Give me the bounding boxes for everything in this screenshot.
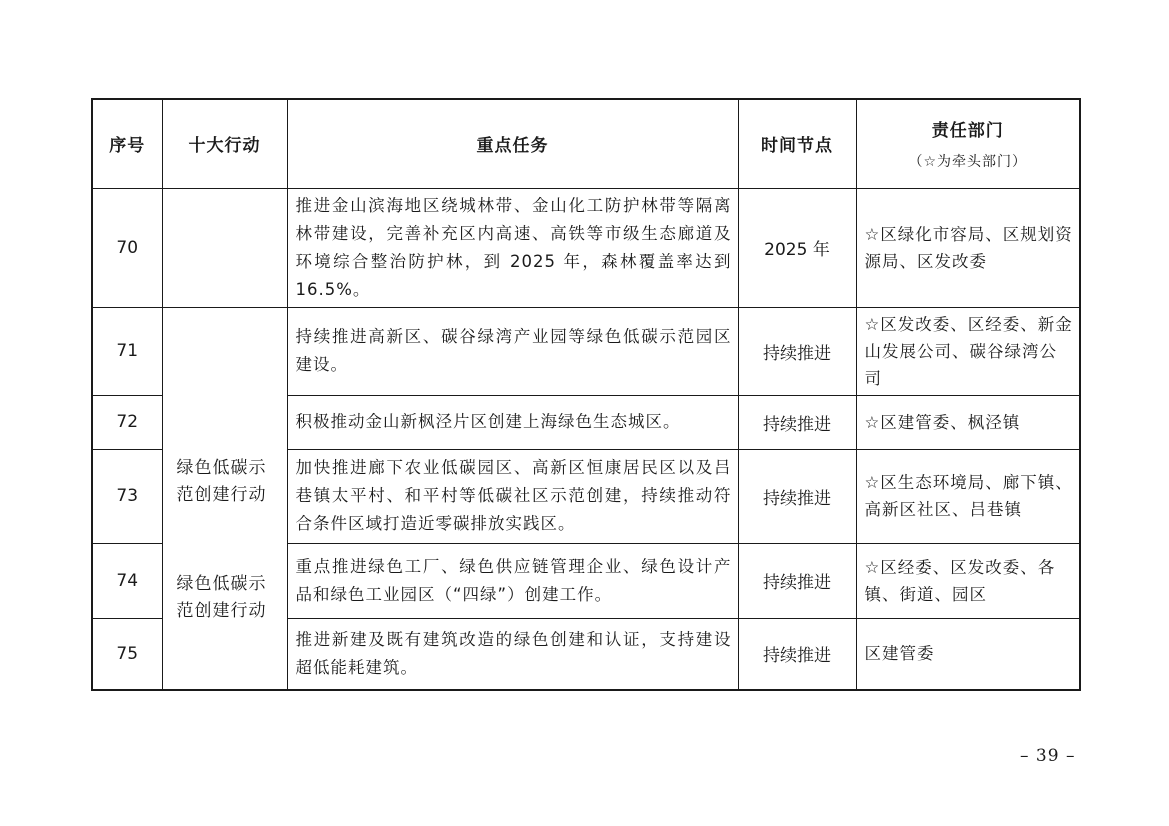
table-header-row: [92, 99, 1080, 188]
row-time: 持续推进: [738, 307, 856, 395]
action-group-label-2: 绿色低碳示范创建行动: [176, 574, 267, 621]
row-num: 71: [92, 307, 162, 395]
row-task: 积极推动金山新枫泾片区创建上海绿色生态城区。: [287, 395, 738, 449]
table-row: [92, 188, 1080, 307]
row-time: 持续推进: [738, 618, 856, 690]
row-task: 持续推进高新区、碳谷绿湾产业园等绿色低碳示范园区建设。: [287, 307, 738, 395]
row-time: 持续推进: [738, 449, 856, 543]
row-dept: ☆区生态环境局、廊下镇、高新区社区、吕巷镇: [856, 449, 1080, 543]
header-num: 序号: [92, 99, 162, 188]
row-num: 75: [92, 618, 162, 690]
header-dept-title: 责任部门: [931, 121, 1004, 142]
table-row: [92, 307, 1080, 395]
row-num: 73: [92, 449, 162, 543]
action-group-cell-2: [162, 543, 287, 690]
row-num: 74: [92, 543, 162, 618]
action-group-cell-1: [162, 307, 287, 543]
row-time: 持续推进: [738, 395, 856, 449]
row-dept: ☆区经委、区发改委、各镇、街道、园区: [856, 543, 1080, 618]
task-table: [91, 98, 1081, 691]
row-task: 加快推进廊下农业低碳园区、高新区恒康居民区以及吕巷镇太平村、和平村等低碳社区示范创建，持续推动符合条件区域打造近零碳排放实践区。: [287, 449, 738, 543]
header-dept: [856, 99, 1080, 188]
page-number: – 39 –: [1020, 746, 1076, 766]
header-action: 十大行动: [162, 99, 287, 188]
row-dept: ☆区发改委、区经委、新金山发展公司、碳谷绿湾公司: [856, 307, 1080, 395]
row-dept: ☆区绿化市容局、区规划资源局、区发改委: [856, 188, 1080, 307]
row-dept: ☆区建管委、枫泾镇: [856, 395, 1080, 449]
header-time: 时间节点: [738, 99, 856, 188]
row-num: 72: [92, 395, 162, 449]
header-dept-note: （☆为牵头部门）: [908, 154, 1028, 171]
row-task: 重点推进绿色工厂、绿色供应链管理企业、绿色设计产品和绿色工业园区（“四绿”）创建工作。: [287, 543, 738, 618]
row-task: 推进新建及既有建筑改造的绿色创建和认证，支持建设超低能耗建筑。: [287, 618, 738, 690]
header-task: 重点任务: [287, 99, 738, 188]
row-time: 2025 年: [738, 188, 856, 307]
row-time: 持续推进: [738, 543, 856, 618]
row-dept: 区建管委: [856, 618, 1080, 690]
action-cell-empty: [162, 188, 287, 307]
table-row: [92, 543, 1080, 618]
action-group-label-1: 绿色低碳示范创建行动: [176, 458, 267, 505]
row-num: 70: [92, 188, 162, 307]
row-task: 推进金山滨海地区绕城林带、金山化工防护林带等隔离林带建设，完善补充区内高速、高铁等市级生态廊道及环境综合整治防护林，到 2025 年，森林覆盖率达到 16.5%。: [287, 188, 738, 307]
